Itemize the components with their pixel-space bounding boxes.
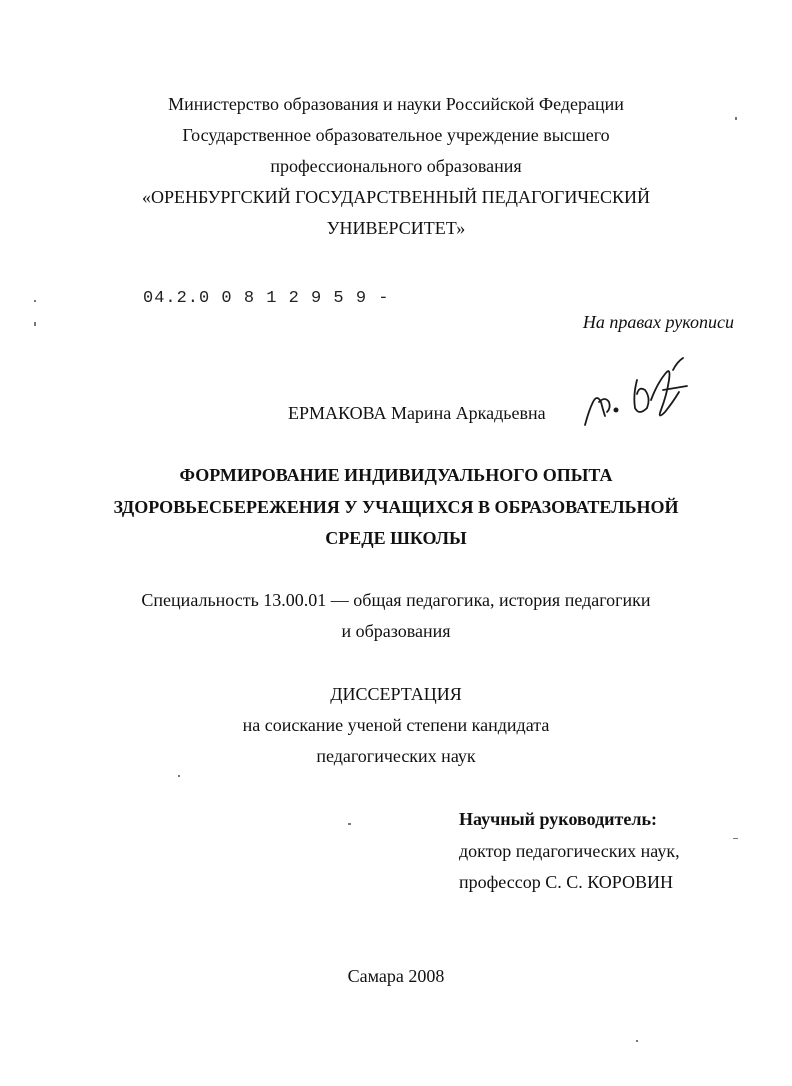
title-line-2: ЗДОРОВЬЕСБЕРЕЖЕНИЯ У УЧАЩИХСЯ В ОБРАЗОВАТЕЛЬНОЙ bbox=[113, 497, 679, 517]
scan-speck bbox=[178, 775, 180, 777]
university-line-2: УНИВЕРСИТЕТ» bbox=[326, 218, 466, 238]
scan-speck bbox=[636, 1040, 638, 1042]
dissertation-line-1: на соискание ученой степени кандидата bbox=[242, 715, 550, 735]
scan-speck bbox=[733, 838, 738, 839]
scan-speck bbox=[348, 823, 351, 825]
institution-line-2: профессионального образования bbox=[270, 156, 522, 176]
title-line-1: ФОРМИРОВАНИЕ ИНДИВИДУАЛЬНОГО ОПЫТА bbox=[179, 465, 613, 485]
title-line-3: СРЕДЕ ШКОЛЫ bbox=[325, 528, 467, 548]
advisor-degree: доктор педагогических наук, bbox=[459, 841, 680, 861]
advisor-name: профессор С. С. КОРОВИН bbox=[459, 872, 674, 892]
manuscript-note: На правах рукописи bbox=[582, 312, 734, 332]
scan-speck bbox=[34, 322, 36, 326]
registration-stamp: 04.2.0 0 8 1 2 9 5 9 - bbox=[143, 289, 390, 308]
dissertation-heading: ДИССЕРТАЦИЯ bbox=[330, 684, 462, 704]
specialty-line-2: и образования bbox=[341, 621, 451, 641]
scan-speck bbox=[34, 300, 36, 302]
scan-speck bbox=[735, 117, 737, 120]
institution-line-1: Государственное образовательное учреждение высшего bbox=[182, 125, 610, 145]
specialty-line-1: Специальность 13.00.01 — общая педагогика, история педагогики bbox=[141, 590, 651, 610]
city-year: Самара 2008 bbox=[347, 966, 445, 986]
signature-image bbox=[575, 350, 705, 430]
ministry-line: Министерство образования и науки Российской Федерации bbox=[168, 94, 624, 114]
author-name: ЕРМАКОВА Марина Аркадьевна bbox=[288, 403, 546, 423]
university-line-1: «ОРЕНБУРГСКИЙ ГОСУДАРСТВЕННЫЙ ПЕДАГОГИЧЕСКИЙ bbox=[141, 187, 651, 207]
dissertation-line-2: педагогических наук bbox=[316, 746, 476, 766]
advisor-heading: Научный руководитель: bbox=[459, 809, 657, 829]
